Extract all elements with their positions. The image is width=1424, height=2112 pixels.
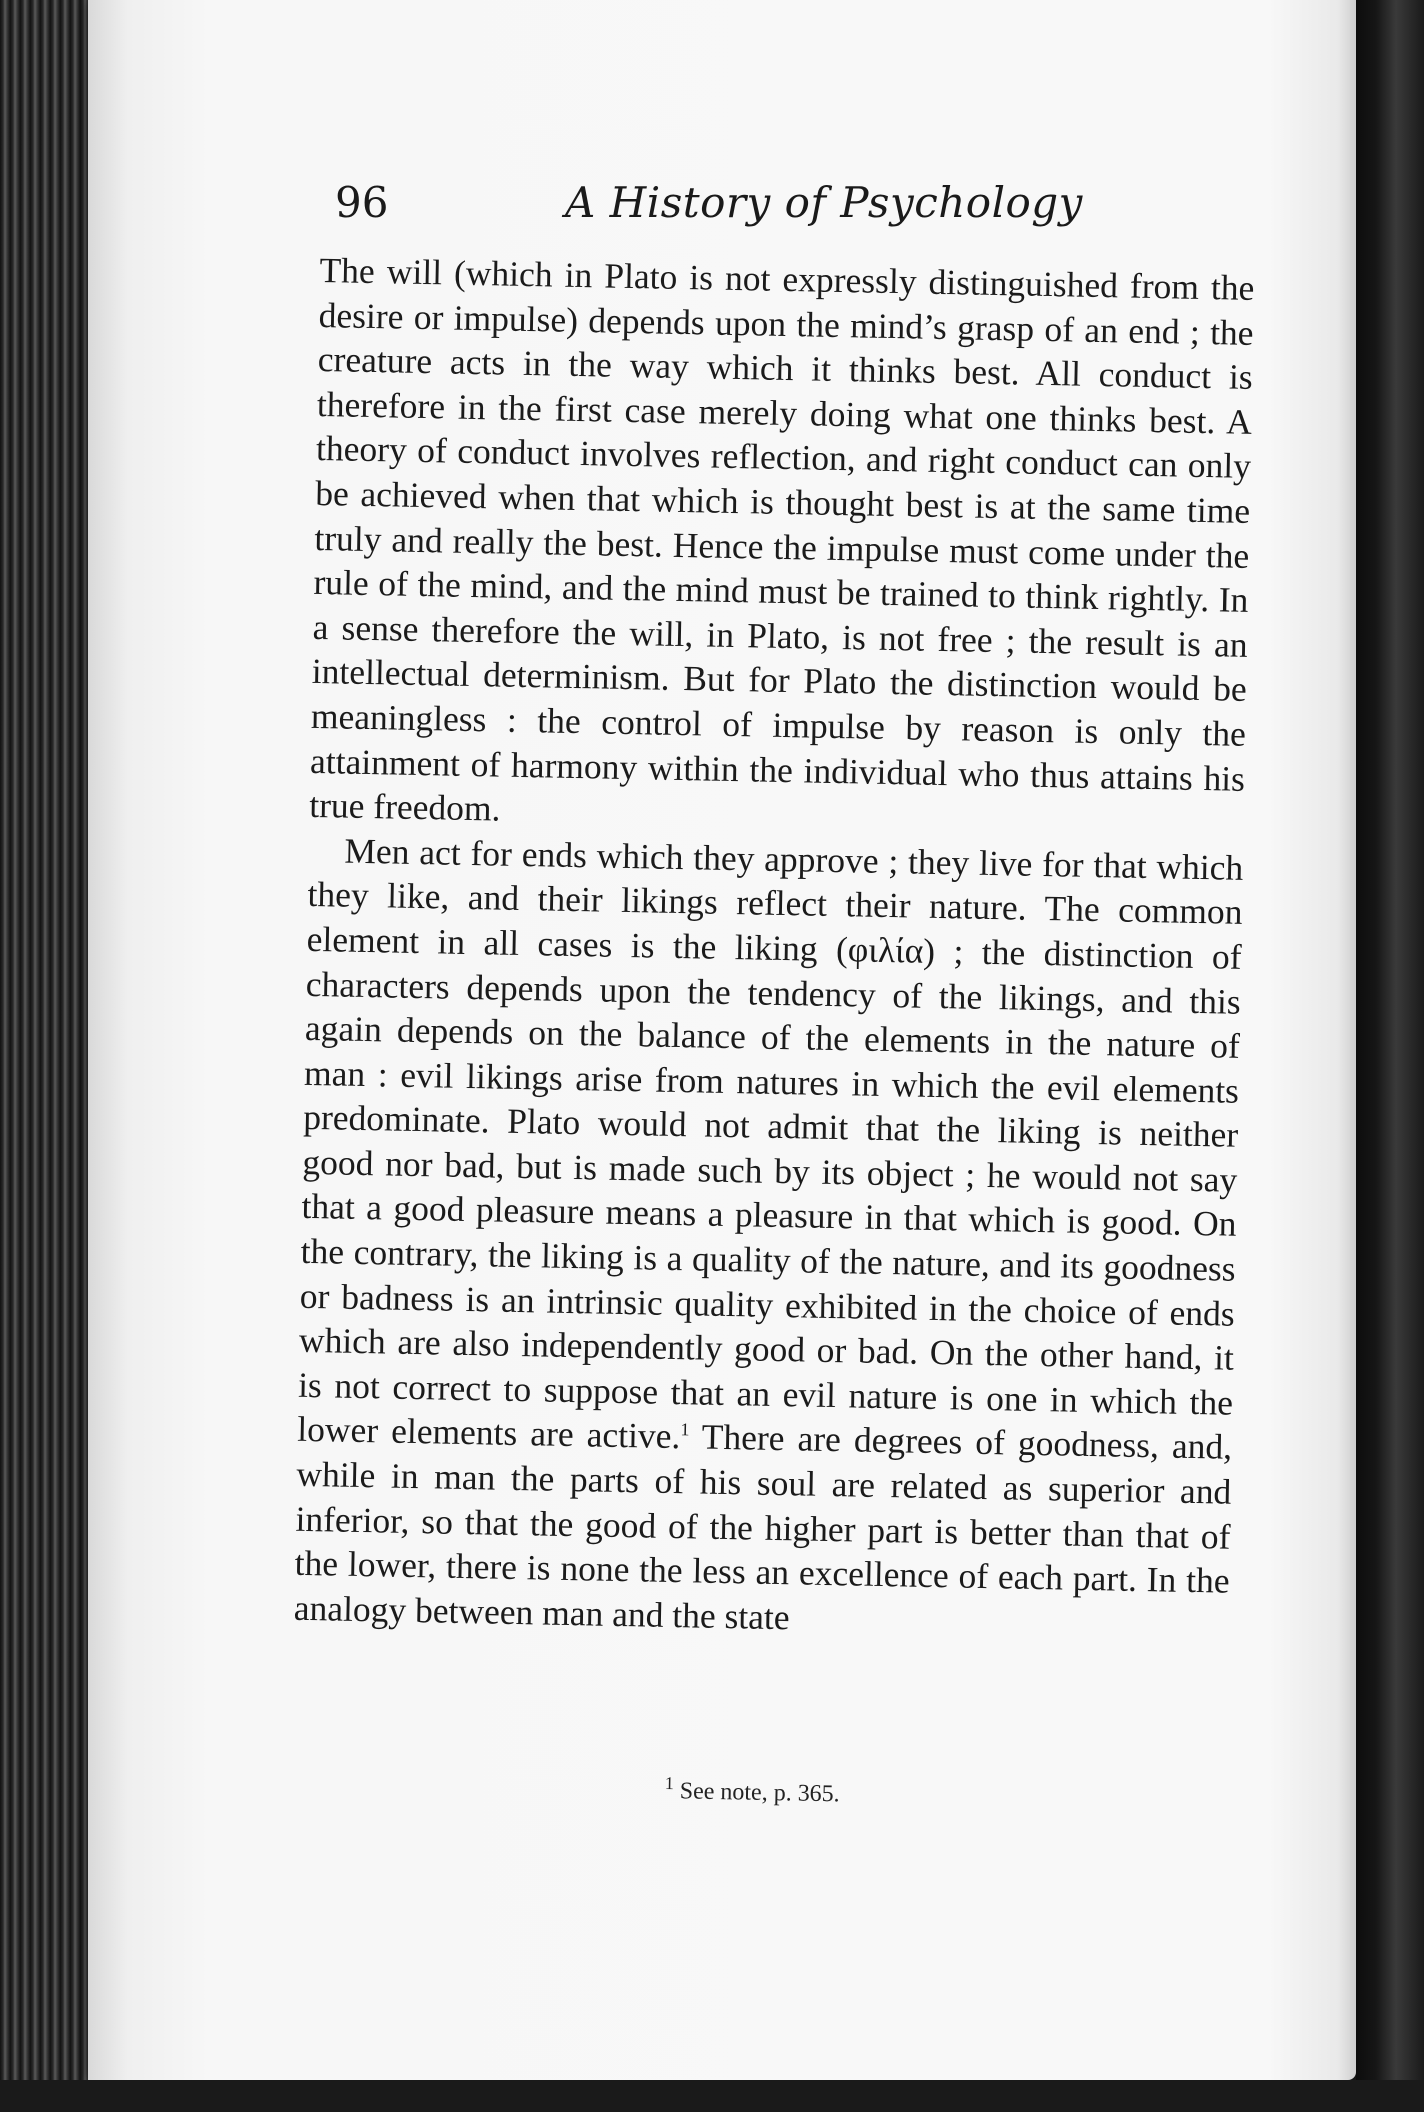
footnote bbox=[664, 1773, 840, 1808]
footnote-text: See note, p. 365. bbox=[679, 1778, 840, 1808]
bottom-shadow bbox=[0, 2080, 1424, 2112]
page-header bbox=[335, 178, 1255, 238]
footnote-marker: 1 bbox=[664, 1773, 675, 1794]
page-number: 96 bbox=[335, 178, 389, 227]
paragraph-2 bbox=[293, 828, 1243, 1648]
running-title: A History of Psychology bbox=[565, 178, 1083, 227]
body-text bbox=[293, 248, 1254, 1648]
paragraph-2-part-2: There are degrees of goodness, and, while in man the parts of his soul are related as superior and inferior, so that the good of the higher part is better than that of the lower, there is none the less an excellence of each part. In the analogy between man and the state bbox=[293, 1416, 1233, 1638]
paragraph-1: The will (which in Plato is not expressly distinguished from the desire or impulse) depends upon the mind’s grasp of an end ; the creature acts in the way which it thinks best. All conduct is therefore in the first case merely doing what one thinks best. A theory of conduct involves reflection, and right conduct can only be achieved when that which is thought best is at the same time truly and really the best. Hence the impulse must come under the rule of the mind, and the mind must be trained to think rightly. In a sense therefore the will, in Plato, is not free ; the result is an intellectual determinism. But for Plato the distinction would be meaningless : the control of impulse by reason is only the attainment of harmony within the individual who thus attains his true freedom. bbox=[308, 249, 1255, 829]
footnote-reference: 1 bbox=[680, 1419, 690, 1440]
right-book-edge bbox=[1356, 0, 1424, 2112]
paragraph-2-part-1: Men act for ends which they approve ; they live for that which they like, and their likings reflect their nature. The common element in all cases is the liking (φιλία) ; the distinction of characters depends upon the tendency of the likings, and this again depends on the balance of the elements in the nature of man : evil likings arise from natures in which the evil elements predominate. Plato would not admit that the liking is neither good nor bad, but is made such by its object ; he would not say that a good pleasure means a pleasure in that which is good. On the contrary, the liking is a quality of the nature, and its goodness or badness is an intrinsic quality exhibited in the choice of ends which are also independently good or bad. On the other hand, it is not correct to suppose that an evil nature is one in which the lower elements are active. bbox=[296, 830, 1244, 1457]
